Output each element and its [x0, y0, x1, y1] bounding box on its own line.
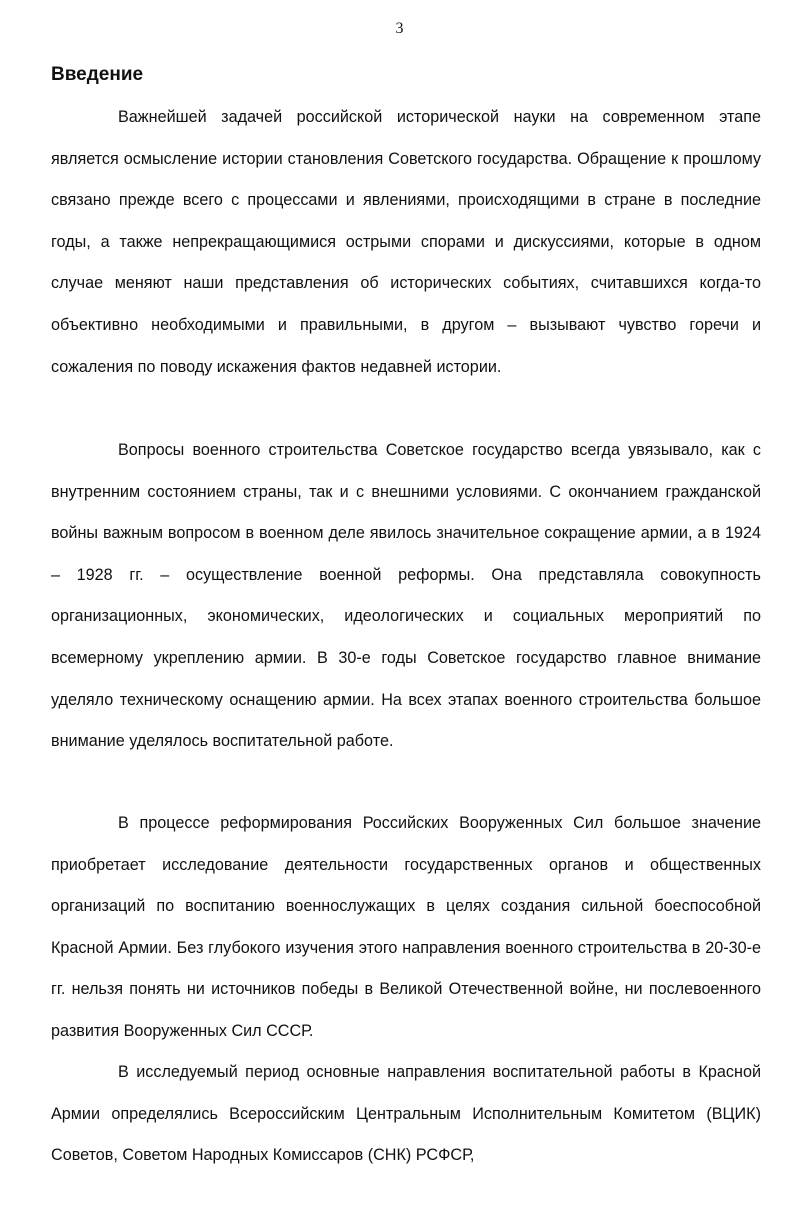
page-number: 3	[395, 20, 404, 37]
paragraph-1: Важнейшей задачей российской исторической науки на современном этапе является осмысление истории становления Советского государства. Обращение к прошлому связано прежде всего с процессами и явлениями, происходящими в стране в последние годы, а также непрекращающимися острыми спорами и дискуссиями, которые в одном случае меняют наши представления об исторических событиях, считавшихся когда-то объективно необходимыми и правильными, в другом – вызывают чувство горечи и сожаления по поводу искажения фактов недавней истории.	[51, 108, 761, 376]
section-heading: Введение	[51, 64, 144, 85]
paragraph-4: В исследуемый период основные направления воспитательной работы в Красной Армии определялись Всероссийским Центральным Исполнительным Комитетом (ВЦИК) Советов, Советом Народных Комиссаров (СНК) РСФСР,	[51, 1063, 761, 1165]
paragraph-2: Вопросы военного строительства Советское государство всегда увязывало, как с внутренним состоянием страны, так и с внешними условиями. С окончанием гражданской войны важным вопросом в военном деле явилось значительное сокращение армии, а в 1924 – 1928 гг. – осуществление военной реформы. Она представляла совокупность организационных, экономических, идеологических и социальных мероприятий по всемерному укреплению армии. В 30-е годы Советское государство главное внимание уделяло техническому оснащению армии. На всех этапах военного строительства большое внимание уделялось воспитательной работе.	[51, 441, 761, 751]
paragraph-3: В процессе реформирования Российских Вооруженных Сил большое значение приобретает исследование деятельности государственных органов и общественных организаций по воспитанию военнослужащих в целях создания сильной боеспособной Красной Армии. Без глубокого изучения этого направления военного строительства в 20-30-е гг. нельзя понять ни источников победы в Великой Отечественной войне, ни послевоенного развития Вооруженных Сил СССР.	[51, 814, 761, 1040]
